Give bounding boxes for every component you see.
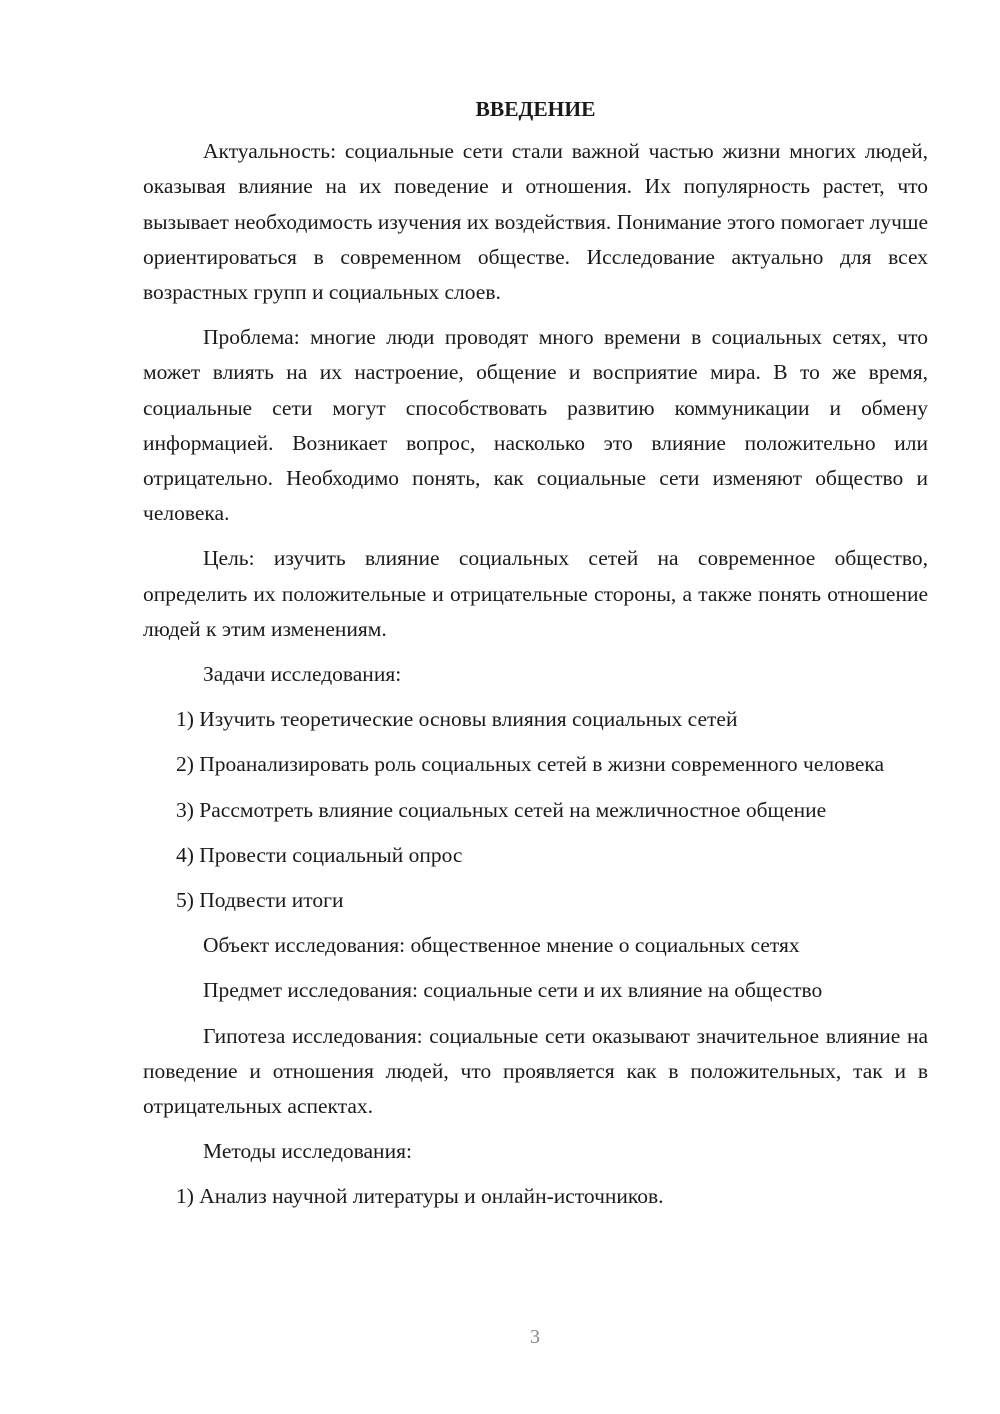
method-item-1: 1) Анализ научной литературы и онлайн-источников.: [176, 1184, 664, 1209]
paragraph-goal: Цель: изучить влияние социальных сетей на современное общество, определить их положительные и отрицательные стороны, а также понять отношение людей к этим изменениям.: [143, 546, 928, 641]
task-item-5: 5) Подвести итоги: [176, 888, 344, 913]
task-item-1: 1) Изучить теоретические основы влияния социальных сетей: [176, 707, 738, 732]
tasks-heading: Задачи исследования:: [203, 662, 402, 687]
task-item-3: 3) Рассмотреть влияние социальных сетей на межличностное общение: [176, 797, 827, 822]
paragraph-object: Объект исследования: общественное мнение о социальных сетях: [203, 933, 800, 958]
document-page: [143, 92, 928, 1225]
task-item-2: 2) Проанализировать роль социальных сетей в жизни современного человека: [176, 752, 885, 777]
paragraph-problem: Проблема: многие люди проводят много времени в социальных сетях, что может влиять на их настроение, общение и восприятие мира. В то же время, социальные сети могут способствовать развитию коммуникации и обмену информацией. Возникает вопрос, насколько это влияние положительно или отрицательно. Необходимо понять, как социальные сети изменяют общество и человека.: [143, 325, 928, 526]
paragraph-relevance: Актуальность: социальные сети стали важной частью жизни многих людей, оказывая влияние на их поведение и отношения. Их популярность растет, что вызывает необходимость изучения их воздействия. Понимание этого помогает лучше ориентироваться в современном обществе. Исследование актуально для всех возрастных групп и социальных слоев.: [143, 139, 928, 304]
page-number: 3: [530, 1326, 540, 1348]
paragraph-subject: Предмет исследования: социальные сети и их влияние на общество: [203, 978, 823, 1003]
paragraph-hypothesis: Гипотеза исследования: социальные сети оказывают значительное влияние на поведение и отношения людей, что проявляется как в положительных, так и в отрицательных аспектах.: [143, 1023, 928, 1119]
task-item-4: 4) Провести социальный опрос: [176, 842, 463, 867]
section-title: ВВЕДЕНИЕ: [475, 97, 596, 121]
methods-heading: Методы исследования:: [203, 1139, 412, 1164]
